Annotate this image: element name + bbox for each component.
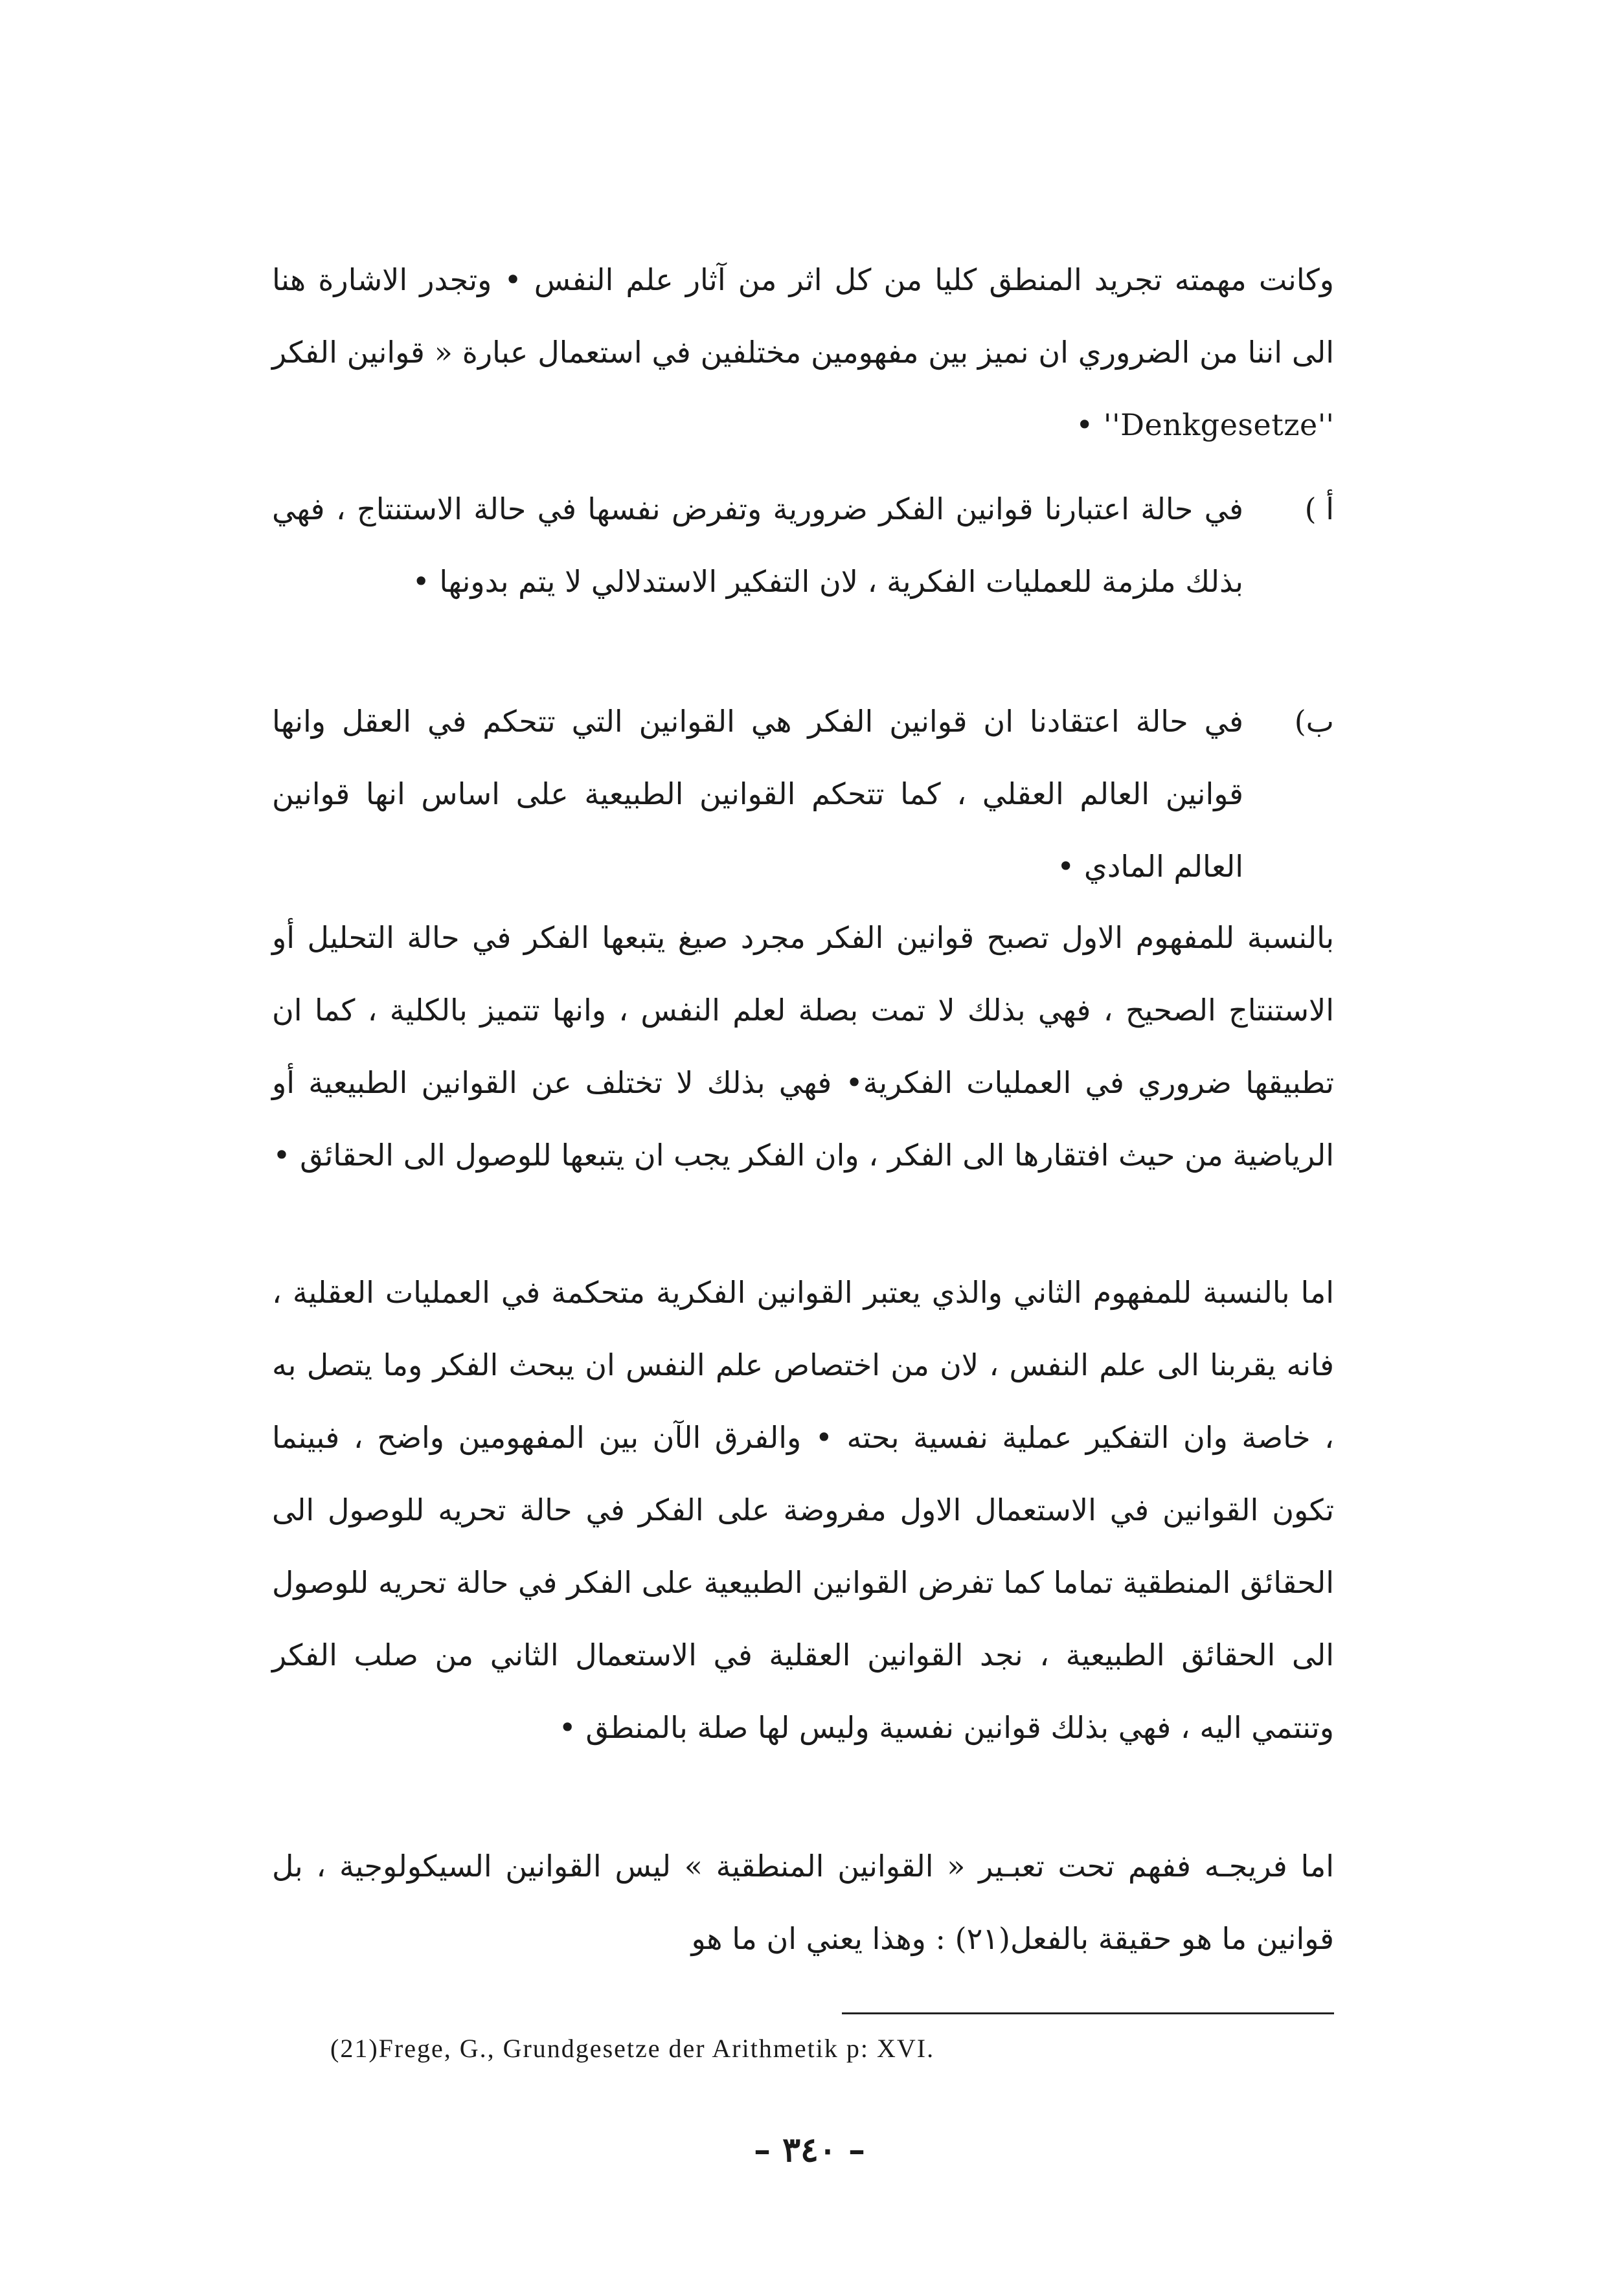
list-text-b: في حالة اعتقادنا ان قوانين الفكر هي القوانين التي تتحكم في العقل وانها قوانين العالم العقلي ، كما تتحكم القوانين الطبيعية على اساس انها قوانين العالم المادي • <box>272 704 1243 884</box>
list-marker-b: ب) <box>1294 704 1334 739</box>
footnote-divider <box>842 2012 1334 2014</box>
paragraph-first-concept: بالنسبة للمفهوم الاول تصبح قوانين الفكر مجرد صيغ يتبعها الفكر في حالة التحليل أو الاستنتاج الصحيح ، فهي بذلك لا تمت بصلة لعلم النفس ، وانها تتميز بالكلية ، كما ان تطبيقها ضروري في العمليات الفكرية• فهي بذلك لا تختلف عن القوانين الطبيعية أو الرياضية من حيث افتقارها الى الفكر ، وان الفكر يجب ان يتبعها للوصول الى الحقائق • <box>272 920 1334 1173</box>
list-item-a <box>272 473 1334 618</box>
list-text-a: في حالة اعتبارنا قوانين الفكر ضرورية وتفرض نفسها في حالة الاستنتاج ، فهي بذلك ملزمة للعمليات الفكرية ، لان التفكير الاستدلالي لا يتم بدونها • <box>272 491 1243 599</box>
paragraph-intro: وكانت مهمته تجريد المنطق كليا من كل اثر من آثار علم النفس • وتجدر الاشارة هنا الى اننا من الضروري ان نميز بين مفهومين مختلفين في استعمال عبارة « قوانين الفكر ''Denkgesetze'' • <box>272 262 1334 442</box>
footnote: (21)Frege, G., Grundgesetze der Arithmetik p: XVI. <box>330 2034 935 2063</box>
list-marker-a: أ ) <box>1304 491 1334 526</box>
paragraph-second-concept: اما بالنسبة للمفهوم الثاني والذي يعتبر القوانين الفكرية متحكمة في العمليات العقلية ، فانه يقربنا الى علم النفس ، لان من اختصاص علم النفس ان يبحث الفكر وما يتصل به ، خاصة وان التفكير عملية نفسية بحته • والفرق الآن بين المفهومين واضح ، فبينما تكون القوانين في الاستعمال الاول مفروضة على الفكر في حالة تحريه للوصول الى الحقائق المنطقية تماما كما تفرض القوانين الطبيعية على الفكر في حالة تحريه للوصول الى الحقائق الطبيعية ، نجد القوانين العقلية في الاستعمال الثاني من صلب الفكر وتنتمي اليه ، فهي بذلك قوانين نفسية وليس لها صلة بالمنطق • <box>272 1275 1334 1745</box>
page-number: – ٣٤٠ – <box>753 2130 865 2170</box>
list-item-b <box>272 685 1334 903</box>
paragraph-frege: اما فريجـه ففهم تحت تعبـير « القوانين المنطقية » ليس القوانين السيكولوجية ، بل قوانين ما هو حقيقة بالفعل(٢١) : وهذا يعني ان ما هو <box>272 1849 1334 1956</box>
